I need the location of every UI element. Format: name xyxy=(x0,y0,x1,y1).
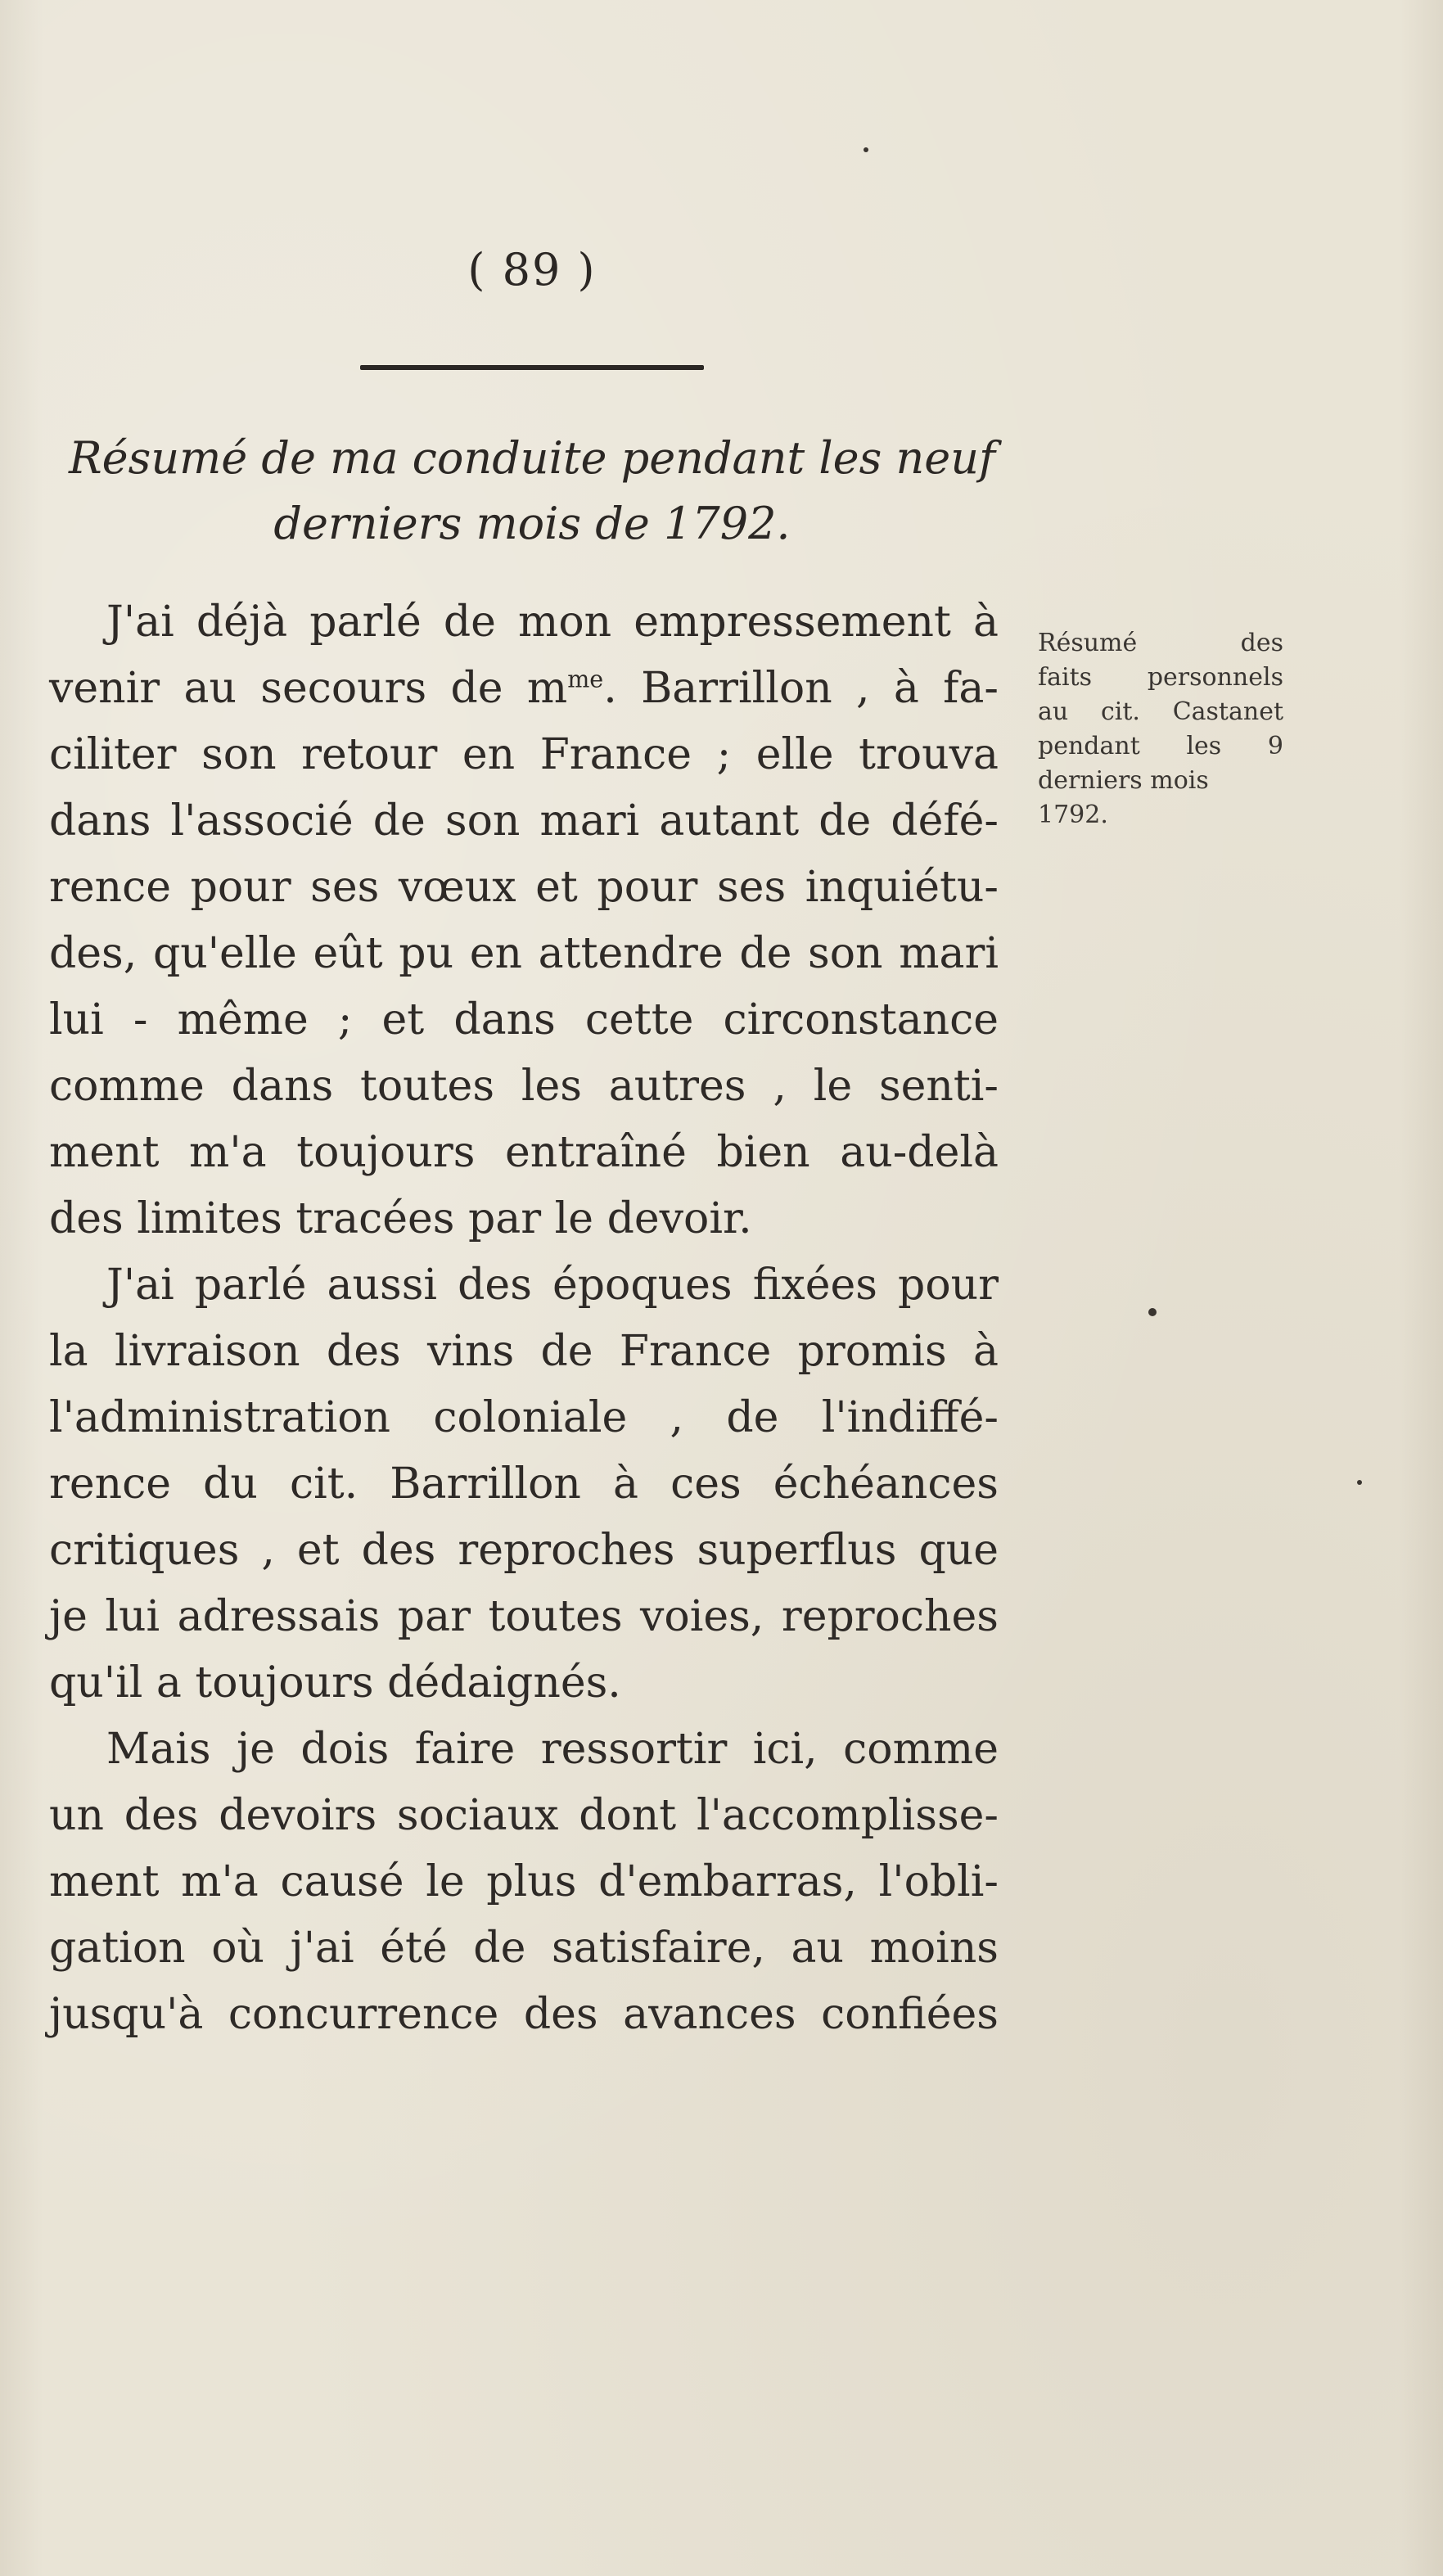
margin-note-line-6: 1792. xyxy=(1038,801,1108,829)
paragraph-1-line-8: comme dans toutes les autres , le senti- xyxy=(49,1062,999,1111)
margin-note-line-5: derniers mois xyxy=(1038,766,1209,795)
paragraph-3-line-1: Mais je dois faire ressortir ici, comme xyxy=(106,1725,999,1774)
heading-line-2: derniers mois de 1792. xyxy=(273,498,791,549)
section-heading xyxy=(49,426,1015,557)
paragraph-3-line-2: un des devoirs sociaux dont l'accomplisse- xyxy=(49,1791,999,1840)
paragraph-1-line-2 xyxy=(49,656,999,722)
header-rule xyxy=(360,365,704,370)
superscript-me: me xyxy=(567,665,604,693)
paragraph-1-line-7: lui - même ; et dans cette circonstance xyxy=(49,995,999,1044)
ink-speck xyxy=(864,147,868,152)
margin-note-line-1: Résumé des xyxy=(1038,629,1283,657)
ink-speck xyxy=(1148,1308,1157,1316)
paragraph-1-line-10: des limites tracées par le devoir. xyxy=(49,1194,752,1243)
ink-speck xyxy=(1357,1480,1362,1485)
paragraph-2-line-2: la livraison des vins de France promis à xyxy=(49,1327,999,1376)
margin-note xyxy=(1038,626,1283,832)
margin-note-line-4: pendant les 9 xyxy=(1038,732,1283,760)
paragraph-1-line-4: dans l'associé de son mari autant de défé- xyxy=(49,796,999,846)
paragraph-2-line-6: je lui adressais par toutes voies, reproches xyxy=(49,1592,999,1641)
paragraph-1-line-5: rence pour ses vœux et pour ses inquiétu- xyxy=(49,863,999,912)
page-number: ( 89 ) xyxy=(467,244,597,295)
margin-note-line-2: faits personnels xyxy=(1038,663,1283,692)
paragraph-1-line-2-tail: . Barrillon , à fa- xyxy=(603,664,999,713)
margin-note-line-3: au cit. Castanet xyxy=(1038,697,1283,726)
paragraph-2-line-7: qu'il a toujours dédaignés. xyxy=(49,1658,621,1708)
paragraph-2-line-1: J'ai parlé aussi des époques fixées pour xyxy=(106,1261,999,1310)
paragraph-1-line-6: des, qu'elle eût pu en attendre de son mari xyxy=(49,929,999,978)
paragraph-1-line-9: ment m'a toujours entraîné bien au-delà xyxy=(49,1128,999,1177)
paragraph-3-line-5: jusqu'à concurrence des avances confiées xyxy=(49,1990,999,2039)
paragraph-1-line-1: J'ai déjà parlé de mon empressement à xyxy=(106,598,999,647)
heading-line-1: Résumé de ma conduite pendant les neuf xyxy=(69,432,995,484)
paragraph-2-line-5: critiques , et des reproches superflus que xyxy=(49,1526,999,1575)
paragraph-2-line-3: l'administration coloniale , de l'indiffé- xyxy=(49,1393,999,1442)
paragraph-1-line-2-head: venir au secours de m xyxy=(49,664,568,713)
paragraph-3-line-4: gation où j'ai été de satisfaire, au moins xyxy=(49,1924,999,1973)
paragraph-2-line-4: rence du cit. Barrillon à ces échéances xyxy=(49,1459,999,1509)
paragraph-1-line-3: ciliter son retour en France ; elle trouva xyxy=(49,730,999,779)
paragraph-3-line-3: ment m'a causé le plus d'embarras, l'obli- xyxy=(49,1857,999,1906)
body-text xyxy=(49,589,999,2048)
